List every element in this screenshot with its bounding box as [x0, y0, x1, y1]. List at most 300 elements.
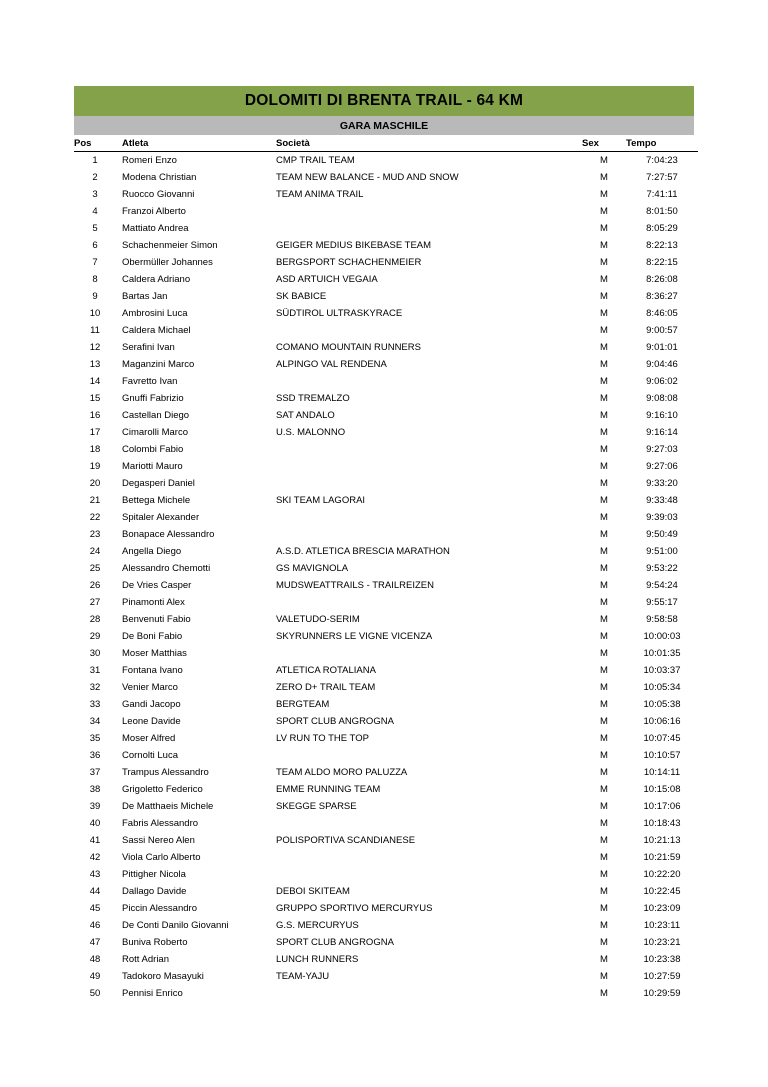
cell-societa: ALPINGO VAL RENDENA	[276, 359, 387, 370]
cell-sex: M	[600, 376, 608, 387]
cell-societa: TEAM ANIMA TRAIL	[276, 189, 364, 200]
table-row	[74, 934, 698, 951]
cell-tempo: 9:50:49	[646, 529, 678, 540]
cell-sex: M	[600, 461, 608, 472]
table-row	[74, 594, 698, 611]
cell-tempo: 10:15:08	[643, 784, 681, 795]
cell-tempo: 9:55:17	[646, 597, 678, 608]
cell-tempo: 9:33:20	[646, 478, 678, 489]
cell-tempo: 10:05:34	[643, 682, 681, 693]
cell-pos: 7	[92, 257, 98, 268]
cell-pos: 21	[89, 495, 101, 506]
cell-sex: M	[600, 495, 608, 506]
race-subtitle-bar	[74, 116, 694, 135]
cell-societa: A.S.D. ATLETICA BRESCIA MARATHON	[276, 546, 450, 557]
cell-atleta: Dallago Davide	[122, 886, 187, 897]
cell-atleta: Romeri Enzo	[122, 155, 177, 166]
cell-tempo: 10:05:38	[643, 699, 681, 710]
cell-atleta: Leone Davide	[122, 716, 181, 727]
table-row	[74, 866, 698, 883]
cell-tempo: 10:03:37	[643, 665, 681, 676]
table-row	[74, 781, 698, 798]
cell-pos: 19	[89, 461, 101, 472]
table-row	[74, 951, 698, 968]
cell-atleta: Modena Christian	[122, 172, 197, 183]
cell-sex: M	[600, 580, 608, 591]
table-row	[74, 475, 698, 492]
cell-pos: 32	[89, 682, 101, 693]
cell-tempo: 10:23:09	[643, 903, 681, 914]
cell-atleta: Ambrosini Luca	[122, 308, 188, 319]
table-row	[74, 220, 698, 237]
cell-tempo: 10:22:20	[643, 869, 681, 880]
cell-pos: 3	[92, 189, 98, 200]
cell-pos: 6	[92, 240, 98, 251]
cell-societa: ASD ARTUICH VEGAIA	[276, 274, 378, 285]
cell-sex: M	[600, 852, 608, 863]
cell-atleta: Buniva Roberto	[122, 937, 188, 948]
cell-sex: M	[600, 903, 608, 914]
cell-tempo: 10:14:11	[643, 767, 681, 778]
cell-societa	[270, 220, 582, 237]
table-row	[74, 407, 698, 424]
cell-pos: 48	[89, 954, 101, 965]
cell-societa	[270, 475, 582, 492]
cell-societa	[270, 373, 582, 390]
cell-pos: 49	[89, 971, 101, 982]
table-row	[74, 764, 698, 781]
cell-pos: 36	[89, 750, 101, 761]
cell-atleta: Fabris Alessandro	[122, 818, 199, 829]
cell-atleta: Mariotti Mauro	[122, 461, 183, 472]
cell-sex: M	[600, 699, 608, 710]
cell-atleta: Fontana Ivano	[122, 665, 183, 676]
cell-pos: 43	[89, 869, 101, 880]
cell-sex: M	[600, 512, 608, 523]
cell-tempo: 9:16:14	[646, 427, 678, 438]
cell-sex: M	[600, 172, 608, 183]
cell-societa: SÜDTIROL ULTRASKYRACE	[276, 308, 403, 319]
table-row	[74, 237, 698, 254]
cell-sex: M	[600, 937, 608, 948]
column-header-societa: Società	[270, 137, 582, 152]
cell-atleta: Viola Carlo Alberto	[122, 852, 201, 863]
cell-societa: TEAM ALDO MORO PALUZZA	[276, 767, 408, 778]
table-row	[74, 679, 698, 696]
cell-pos: 18	[89, 444, 101, 455]
cell-pos: 9	[92, 291, 98, 302]
table-row	[74, 169, 698, 186]
table-row	[74, 917, 698, 934]
cell-atleta: Benvenuti Fabio	[122, 614, 191, 625]
cell-tempo: 10:01:35	[643, 648, 681, 659]
cell-sex: M	[600, 767, 608, 778]
race-title-bar	[74, 86, 694, 116]
cell-atleta: Cornolti Luca	[122, 750, 178, 761]
table-body	[74, 152, 698, 1003]
cell-atleta: Bettega Michele	[122, 495, 191, 506]
cell-sex: M	[600, 478, 608, 489]
table-row	[74, 730, 698, 747]
cell-societa: BERGSPORT SCHACHENMEIER	[276, 257, 422, 268]
cell-tempo: 8:01:50	[646, 206, 678, 217]
cell-tempo: 8:36:27	[646, 291, 678, 302]
table-row	[74, 288, 698, 305]
cell-societa: ATLETICA ROTALIANA	[276, 665, 376, 676]
table-row	[74, 611, 698, 628]
table-row	[74, 356, 698, 373]
cell-tempo: 9:27:03	[646, 444, 678, 455]
cell-atleta: Castellan Diego	[122, 410, 190, 421]
cell-pos: 5	[92, 223, 98, 234]
cell-atleta: Ruocco Giovanni	[122, 189, 195, 200]
cell-sex: M	[600, 750, 608, 761]
cell-societa	[270, 441, 582, 458]
cell-tempo: 9:39:03	[646, 512, 678, 523]
table-row	[74, 458, 698, 475]
cell-pos: 34	[89, 716, 101, 727]
cell-tempo: 9:54:24	[646, 580, 678, 591]
table-row	[74, 900, 698, 917]
cell-tempo: 9:33:48	[646, 495, 678, 506]
table-row	[74, 713, 698, 730]
cell-societa	[270, 322, 582, 339]
cell-pos: 22	[89, 512, 101, 523]
cell-pos: 27	[89, 597, 101, 608]
table-row	[74, 662, 698, 679]
cell-pos: 2	[92, 172, 98, 183]
cell-atleta: Mattiato Andrea	[122, 223, 189, 234]
cell-societa: COMANO MOUNTAIN RUNNERS	[276, 342, 421, 353]
cell-pos: 30	[89, 648, 101, 659]
cell-tempo: 7:41:11	[646, 189, 678, 200]
cell-pos: 29	[89, 631, 101, 642]
cell-tempo: 8:05:29	[646, 223, 678, 234]
cell-societa	[270, 849, 582, 866]
cell-societa: TEAM NEW BALANCE - MUD AND SNOW	[276, 172, 459, 183]
cell-atleta: Gnuffi Fabrizio	[122, 393, 184, 404]
cell-societa: SKEGGE SPARSE	[276, 801, 357, 812]
cell-tempo: 9:01:01	[646, 342, 678, 353]
cell-atleta: Obermüller Johannes	[122, 257, 213, 268]
table-row	[74, 526, 698, 543]
cell-pos: 11	[90, 325, 100, 336]
cell-societa: TEAM-YAJU	[276, 971, 330, 982]
cell-tempo: 10:21:59	[643, 852, 681, 863]
cell-sex: M	[600, 291, 608, 302]
cell-sex: M	[600, 818, 608, 829]
table-row	[74, 254, 698, 271]
cell-societa: VALETUDO-SERIM	[276, 614, 360, 625]
cell-societa	[270, 815, 582, 832]
cell-societa: EMME RUNNING TEAM	[276, 784, 381, 795]
cell-sex: M	[600, 257, 608, 268]
cell-societa: SPORT CLUB ANGROGNA	[276, 937, 394, 948]
cell-atleta: Spitaler Alexander	[122, 512, 200, 523]
cell-atleta: Cimarolli Marco	[122, 427, 188, 438]
cell-societa: SK BABICE	[276, 291, 327, 302]
cell-atleta: Degasperi Daniel	[122, 478, 195, 489]
table-row	[74, 645, 698, 662]
cell-sex: M	[600, 274, 608, 285]
cell-societa	[270, 509, 582, 526]
cell-sex: M	[600, 410, 608, 421]
cell-societa: SPORT CLUB ANGROGNA	[276, 716, 394, 727]
cell-atleta: Pittigher Nicola	[122, 869, 186, 880]
cell-sex: M	[600, 835, 608, 846]
table-row	[74, 832, 698, 849]
cell-sex: M	[600, 240, 608, 251]
table-row	[74, 492, 698, 509]
cell-tempo: 9:27:06	[646, 461, 678, 472]
cell-pos: 15	[89, 393, 101, 404]
cell-societa: SSD TREMALZO	[276, 393, 350, 404]
cell-tempo: 9:08:08	[646, 393, 678, 404]
table-row	[74, 152, 698, 170]
cell-pos: 26	[89, 580, 101, 591]
cell-pos: 47	[89, 937, 101, 948]
page-title: DOLOMITI DI BRENTA TRAIL - 64 KM	[244, 92, 524, 109]
cell-sex: M	[600, 325, 608, 336]
cell-sex: M	[600, 563, 608, 574]
cell-atleta: Bartas Jan	[122, 291, 168, 302]
cell-societa	[270, 645, 582, 662]
cell-sex: M	[600, 920, 608, 931]
cell-pos: 28	[89, 614, 101, 625]
cell-societa	[270, 866, 582, 883]
cell-atleta: De Matthaeis Michele	[122, 801, 214, 812]
cell-atleta: Serafini Ivan	[122, 342, 175, 353]
cell-atleta: Moser Alfred	[122, 733, 176, 744]
cell-atleta: Pinamonti Alex	[122, 597, 185, 608]
column-header-pos: Pos	[74, 137, 116, 152]
cell-tempo: 10:10:57	[643, 750, 681, 761]
table-row	[74, 441, 698, 458]
cell-tempo: 8:46:05	[646, 308, 678, 319]
cell-pos: 44	[89, 886, 101, 897]
cell-atleta: Alessandro Chemotti	[122, 563, 211, 574]
cell-pos: 42	[89, 852, 101, 863]
cell-atleta: Moser Matthias	[122, 648, 187, 659]
cell-societa: DEBOI SKITEAM	[276, 886, 350, 897]
cell-atleta: Franzoi Alberto	[122, 206, 186, 217]
cell-pos: 17	[89, 427, 101, 438]
cell-sex: M	[600, 631, 608, 642]
cell-pos: 12	[89, 342, 101, 353]
cell-pos: 38	[89, 784, 101, 795]
cell-societa	[270, 203, 582, 220]
page-subtitle: GARA MASCHILE	[339, 119, 429, 132]
table-row	[74, 747, 698, 764]
cell-atleta: Schachenmeier Simon	[122, 240, 218, 251]
cell-pos: 45	[89, 903, 101, 914]
cell-societa	[270, 526, 582, 543]
table-row	[74, 798, 698, 815]
table-row	[74, 305, 698, 322]
cell-atleta: Sassi Nereo Alen	[122, 835, 195, 846]
cell-pos: 4	[92, 206, 98, 217]
cell-sex: M	[600, 648, 608, 659]
cell-pos: 10	[89, 308, 101, 319]
cell-pos: 23	[89, 529, 101, 540]
cell-atleta: Favretto Ivan	[122, 376, 178, 387]
cell-societa: GS MAVIGNOLA	[276, 563, 349, 574]
cell-atleta: Rott Adrian	[122, 954, 169, 965]
cell-tempo: 9:06:02	[646, 376, 678, 387]
cell-tempo: 9:51:00	[646, 546, 678, 557]
cell-atleta: Tadokoro Masayuki	[122, 971, 204, 982]
cell-societa	[270, 594, 582, 611]
cell-sex: M	[600, 427, 608, 438]
cell-pos: 16	[89, 410, 101, 421]
cell-tempo: 10:21:13	[643, 835, 681, 846]
table-row	[74, 883, 698, 900]
cell-pos: 24	[89, 546, 101, 557]
cell-sex: M	[600, 733, 608, 744]
cell-pos: 1	[92, 155, 98, 166]
table-row	[74, 509, 698, 526]
cell-sex: M	[600, 988, 608, 999]
cell-tempo: 10:00:03	[643, 631, 681, 642]
cell-societa: GRUPPO SPORTIVO MERCURYUS	[276, 903, 433, 914]
cell-sex: M	[600, 716, 608, 727]
cell-tempo: 7:04:23	[646, 155, 678, 166]
table-row	[74, 390, 698, 407]
cell-sex: M	[600, 682, 608, 693]
table-row	[74, 424, 698, 441]
cell-sex: M	[600, 308, 608, 319]
cell-sex: M	[600, 801, 608, 812]
cell-pos: 40	[89, 818, 101, 829]
cell-pos: 46	[89, 920, 101, 931]
cell-societa: BERGTEAM	[276, 699, 330, 710]
cell-atleta: Piccin Alessandro	[122, 903, 197, 914]
cell-sex: M	[600, 869, 608, 880]
cell-atleta: De Boni Fabio	[122, 631, 183, 642]
cell-atleta: Grigoletto Federico	[122, 784, 203, 795]
table-row	[74, 373, 698, 390]
cell-tempo: 10:27:59	[643, 971, 681, 982]
cell-atleta: Colombi Fabio	[122, 444, 184, 455]
cell-tempo: 10:23:11	[643, 920, 681, 931]
cell-atleta: Caldera Michael	[122, 325, 191, 336]
table-row	[74, 985, 698, 1002]
cell-pos: 37	[89, 767, 101, 778]
cell-atleta: Gandi Jacopo	[122, 699, 181, 710]
cell-tempo: 9:00:57	[646, 325, 678, 336]
cell-tempo: 8:22:15	[646, 257, 678, 268]
cell-societa: CMP TRAIL TEAM	[276, 155, 355, 166]
cell-atleta: De Vries Casper	[122, 580, 192, 591]
cell-sex: M	[600, 223, 608, 234]
cell-tempo: 10:06:16	[643, 716, 681, 727]
cell-sex: M	[600, 784, 608, 795]
cell-sex: M	[600, 529, 608, 540]
cell-atleta: Angella Diego	[122, 546, 182, 557]
cell-societa: SKYRUNNERS LE VIGNE VICENZA	[276, 631, 433, 642]
cell-pos: 25	[89, 563, 101, 574]
cell-pos: 31	[89, 665, 101, 676]
table-row	[74, 696, 698, 713]
cell-pos: 20	[89, 478, 101, 489]
cell-atleta: Maganzini Marco	[122, 359, 195, 370]
cell-atleta: Trampus Alessandro	[122, 767, 209, 778]
table-row	[74, 560, 698, 577]
cell-sex: M	[600, 886, 608, 897]
cell-pos: 50	[89, 988, 101, 999]
cell-societa: SKI TEAM LAGORAI	[276, 495, 366, 506]
cell-tempo: 10:23:38	[643, 954, 681, 965]
cell-sex: M	[600, 971, 608, 982]
cell-atleta: Bonapace Alessandro	[122, 529, 215, 540]
cell-atleta: Caldera Adriano	[122, 274, 191, 285]
cell-sex: M	[600, 546, 608, 557]
cell-sex: M	[600, 155, 608, 166]
table-row	[74, 271, 698, 288]
cell-atleta: Pennisi Enrico	[122, 988, 183, 999]
cell-societa: LUNCH RUNNERS	[276, 954, 359, 965]
cell-societa: ZERO D+ TRAIL TEAM	[276, 682, 376, 693]
table-row	[74, 968, 698, 985]
cell-tempo: 8:26:08	[646, 274, 678, 285]
cell-societa	[270, 985, 582, 1002]
cell-sex: M	[600, 597, 608, 608]
cell-tempo: 10:29:59	[643, 988, 681, 999]
column-header-sex: Sex	[582, 137, 626, 152]
table-row	[74, 322, 698, 339]
cell-atleta: De Conti Danilo Giovanni	[122, 920, 229, 931]
cell-societa: GEIGER MEDIUS BIKEBASE TEAM	[276, 240, 432, 251]
table-row	[74, 849, 698, 866]
table-row	[74, 203, 698, 220]
table-row	[74, 186, 698, 203]
cell-pos: 14	[89, 376, 101, 387]
cell-societa	[270, 458, 582, 475]
table-header	[74, 137, 698, 152]
results-table	[74, 137, 698, 1002]
cell-sex: M	[600, 954, 608, 965]
cell-tempo: 10:22:45	[643, 886, 681, 897]
cell-sex: M	[600, 189, 608, 200]
cell-tempo: 9:58:58	[646, 614, 678, 625]
cell-tempo: 10:07:45	[643, 733, 681, 744]
cell-tempo: 9:16:10	[646, 410, 678, 421]
cell-societa: U.S. MALONNO	[276, 427, 346, 438]
cell-tempo: 7:27:57	[646, 172, 678, 183]
cell-pos: 39	[89, 801, 101, 812]
table-row	[74, 815, 698, 832]
cell-sex: M	[600, 614, 608, 625]
results-sheet	[74, 86, 694, 1002]
cell-pos: 41	[89, 835, 101, 846]
cell-sex: M	[600, 444, 608, 455]
table-row	[74, 339, 698, 356]
column-header-tempo: Tempo	[626, 137, 698, 152]
cell-societa: MUDSWEATTRAILS - TRAILREIZEN	[276, 580, 434, 591]
cell-pos: 8	[92, 274, 98, 285]
column-header-atleta: Atleta	[116, 137, 270, 152]
cell-sex: M	[600, 393, 608, 404]
cell-tempo: 9:53:22	[646, 563, 678, 574]
cell-tempo: 9:04:46	[646, 359, 678, 370]
table-row	[74, 543, 698, 560]
cell-tempo: 10:23:21	[643, 937, 681, 948]
cell-pos: 33	[89, 699, 101, 710]
table-row	[74, 628, 698, 645]
cell-atleta: Venier Marco	[122, 682, 178, 693]
cell-tempo: 10:18:43	[643, 818, 681, 829]
cell-societa: SAT ANDALO	[276, 410, 335, 421]
